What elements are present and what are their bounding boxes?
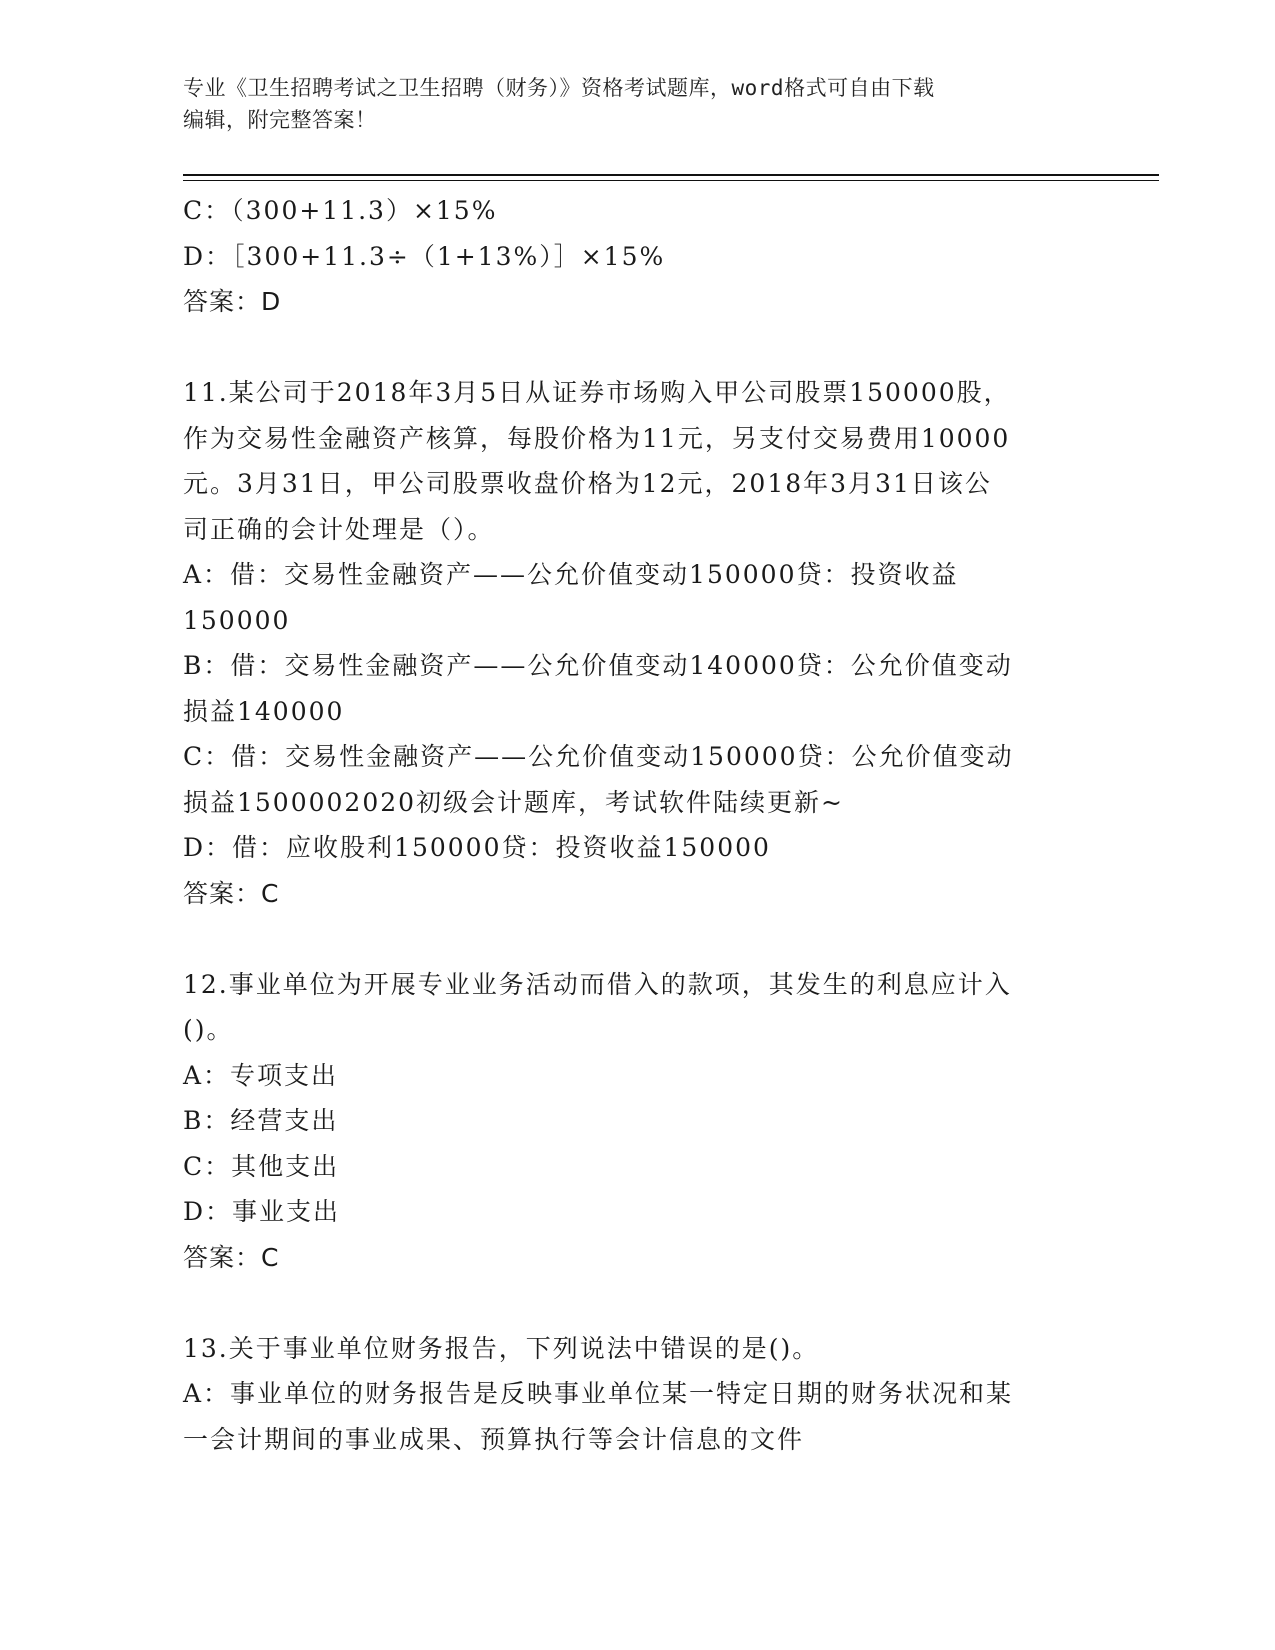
spacer — [183, 916, 1083, 962]
question-13 — [183, 1326, 1083, 1463]
option-d: D：借：应收股利150000贷：投资收益150000 — [183, 833, 771, 862]
option-a-cont: 150000 — [183, 605, 291, 635]
option-b: B：经营支出 — [183, 1106, 339, 1135]
question-stem-line: 11.某公司于2018年3月5日从证券市场购入甲公司股票150000股， — [183, 378, 1011, 407]
option-d: D：事业支出 — [183, 1197, 341, 1226]
question-11 — [183, 370, 1083, 916]
answer-line: 答案：D — [183, 287, 282, 316]
answer-line: 答案：C — [183, 1242, 280, 1272]
option-c-cont: 损益1500002020初级会计题库，考试软件陆续更新~ — [183, 787, 845, 817]
question-12 — [183, 962, 1083, 1281]
header-line-1: 专业《卫生招聘考试之卫生招聘（财务）》资格考试题库，word格式可自由下载 — [183, 76, 935, 100]
option-d: D：［300+11.3÷（1+13%）］×15% — [183, 241, 666, 271]
question-stem-line: 12.事业单位为开展专业业务活动而借入的款项，其发生的利息应计入 — [183, 969, 1012, 999]
option-c: C：（300+11.3）×15% — [183, 196, 498, 225]
option-a-cont: 一会计期间的事业成果、预算执行等会计信息的文件 — [183, 1424, 805, 1454]
option-c: C：借：交易性金融资产——公允价值变动150000贷：公允价值变动 — [183, 742, 1014, 771]
question-stem-line: 司正确的会计处理是（）。 — [183, 514, 495, 544]
option-b-cont: 损益140000 — [183, 696, 345, 726]
answer-line: 答案：C — [183, 878, 280, 908]
header-divider — [183, 174, 1159, 176]
option-c: C：其他支出 — [183, 1151, 340, 1181]
header-divider-thin — [183, 180, 1159, 181]
question-stem-line: 作为交易性金融资产核算，每股价格为11元，另支付交易费用10000 — [183, 423, 1011, 453]
page-header — [183, 72, 1063, 136]
spacer — [183, 325, 1083, 371]
option-a: A：借：交易性金融资产——公允价值变动150000贷：投资收益 — [183, 560, 959, 589]
option-a: A：事业单位的财务报告是反映事业单位某一特定日期的财务状况和某 — [183, 1379, 1014, 1408]
option-b: B：借：交易性金融资产——公允价值变动140000贷：公允价值变动 — [183, 651, 1013, 680]
question-stem-line: 元。3月31日，甲公司股票收盘价格为12元，2018年3月31日该公 — [183, 469, 992, 498]
question-10-tail — [183, 188, 1083, 325]
header-line-2: 编辑，附完整答案！ — [183, 108, 377, 132]
question-stem-line: 13.关于事业单位财务报告，下列说法中错误的是()。 — [183, 1333, 820, 1363]
spacer — [183, 1280, 1083, 1326]
option-a: A：专项支出 — [183, 1060, 339, 1090]
question-stem-line: ()。 — [183, 1015, 234, 1044]
document-body — [183, 188, 1083, 1462]
